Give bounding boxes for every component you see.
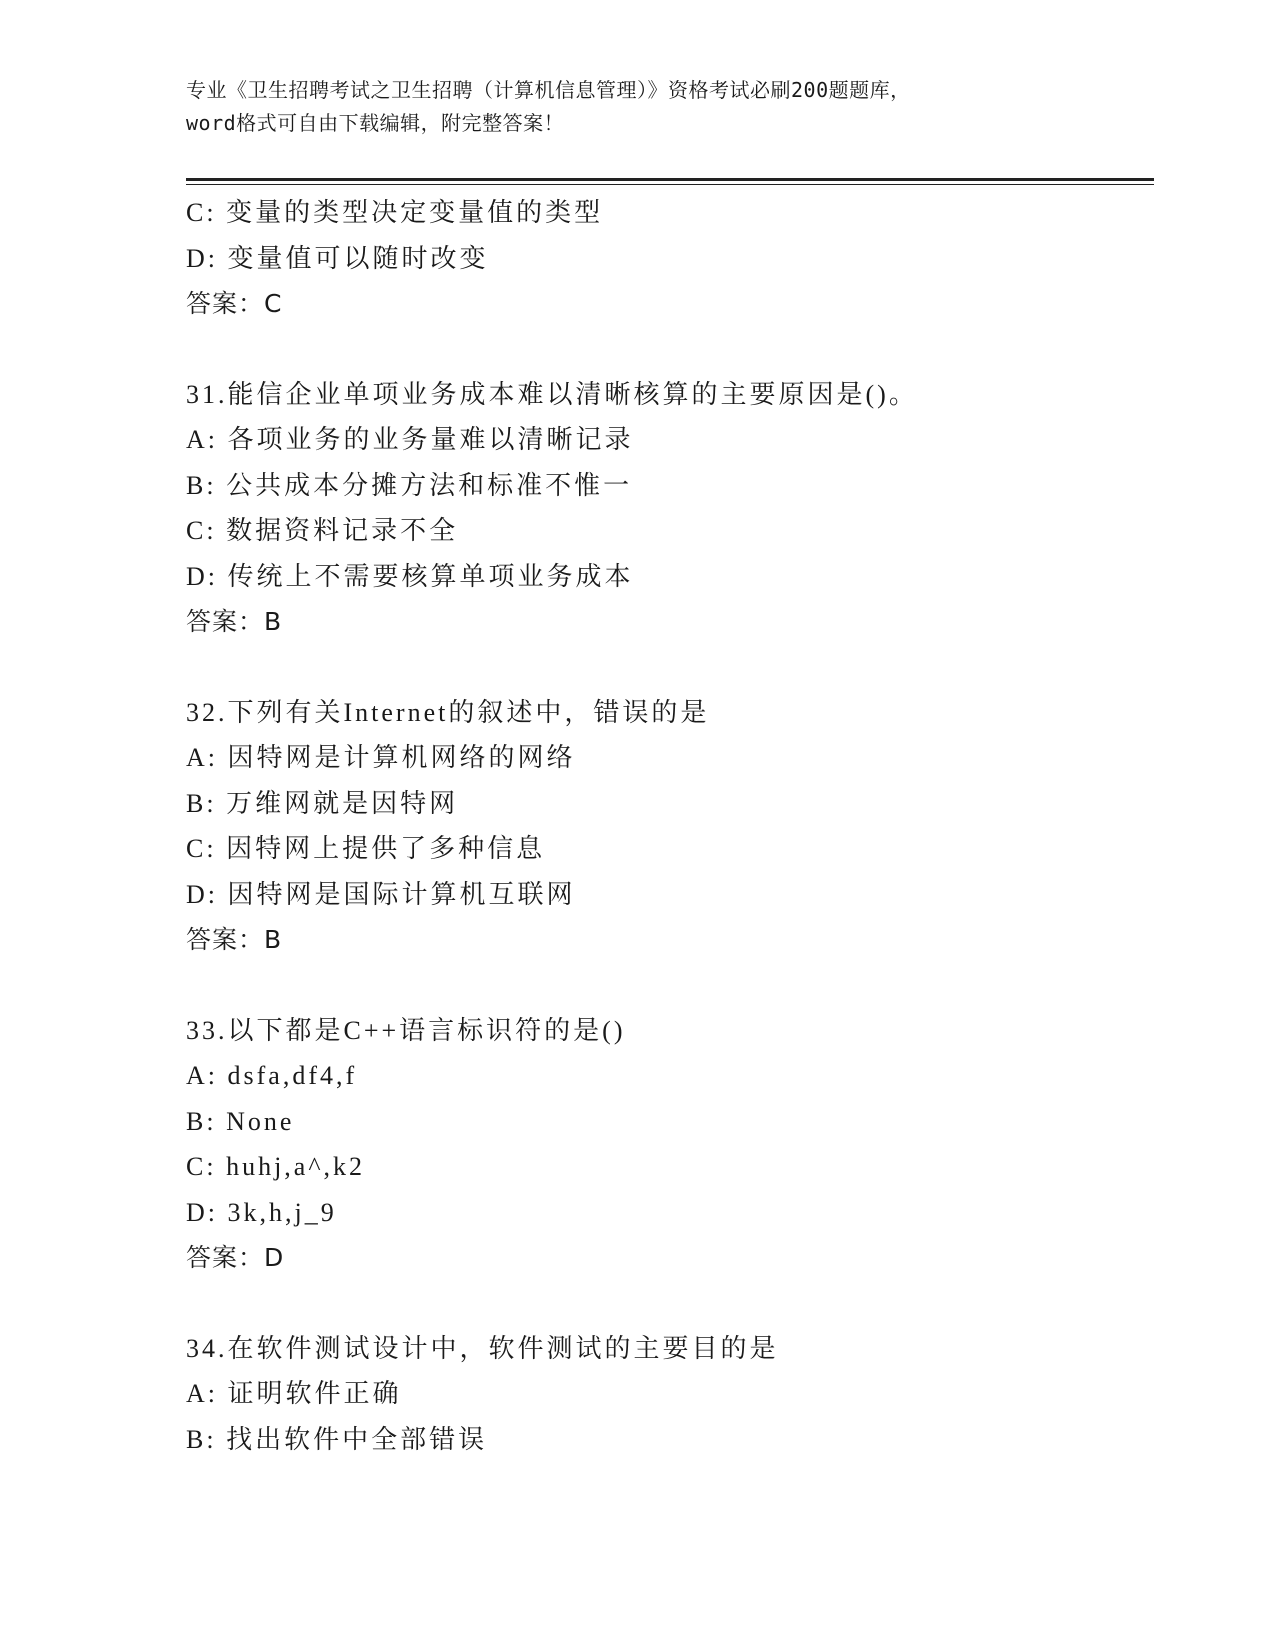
question-list xyxy=(186,190,1146,1462)
option-b: B: None xyxy=(186,1106,295,1136)
option-b: B: 万维网就是因特网 xyxy=(186,788,459,818)
answer-line: 答案：C xyxy=(186,289,283,318)
option-d: D: 变量值可以随时改变 xyxy=(186,243,489,273)
question-32 xyxy=(186,690,1146,963)
option-c: C: 数据资料记录不全 xyxy=(186,516,459,545)
question-31 xyxy=(186,372,1146,645)
question-stem: 31.能信企业单项业务成本难以清晰核算的主要原因是()。 xyxy=(186,379,918,409)
option-d: D: 因特网是国际计算机互联网 xyxy=(186,879,576,909)
option-c: C: huhj,a^,k2 xyxy=(186,1152,366,1181)
question-stem: 33.以下都是C++语言标识符的是() xyxy=(186,1015,626,1045)
answer-line: 答案：D xyxy=(186,1243,285,1272)
option-a: A: dsfa,df4,f xyxy=(186,1061,358,1090)
header-divider-thick xyxy=(186,178,1154,181)
option-a: A: 各项业务的业务量难以清晰记录 xyxy=(186,425,634,454)
option-a: A: 证明软件正确 xyxy=(186,1379,402,1408)
question-34 xyxy=(186,1326,1146,1463)
header-title-line-1: 专业《卫生招聘考试之卫生招聘（计算机信息管理）》资格考试必刷200题题库， xyxy=(186,78,911,102)
question-33 xyxy=(186,1008,1146,1281)
option-b: B: 找出软件中全部错误 xyxy=(186,1424,488,1454)
answer-line: 答案：B xyxy=(186,925,283,954)
question-stem: 34.在软件测试设计中，软件测试的主要目的是 xyxy=(186,1333,779,1363)
question-stem: 32.下列有关Internet的叙述中，错误的是 xyxy=(186,697,710,727)
option-b: B: 公共成本分摊方法和标准不惟一 xyxy=(186,470,633,500)
question-30-tail xyxy=(186,190,1146,327)
option-d: D: 3k,h,j_9 xyxy=(186,1197,337,1227)
document-header xyxy=(186,74,1086,140)
option-a: A: 因特网是计算机网络的网络 xyxy=(186,743,576,772)
header-divider-thin xyxy=(186,184,1154,185)
answer-line: 答案：B xyxy=(186,607,283,636)
option-d: D: 传统上不需要核算单项业务成本 xyxy=(186,561,634,591)
option-c: C: 因特网上提供了多种信息 xyxy=(186,834,546,863)
header-title-line-2: word格式可自由下载编辑，附完整答案！ xyxy=(186,111,565,135)
option-c: C: 变量的类型决定变量值的类型 xyxy=(186,198,604,227)
